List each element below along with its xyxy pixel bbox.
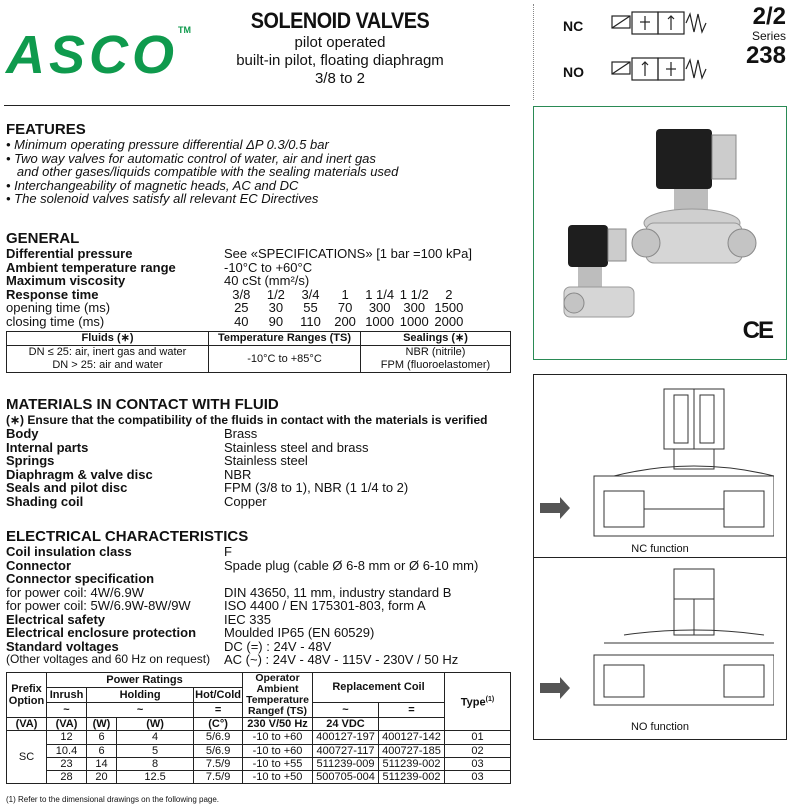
- features-section: FEATURES • Minimum operating pressure differential ΔP 0.3/0.5 bar • Two way valves for automatic control of water, air and inert gas and other gases/liquids compatible with the sealing materials used • Interchangeability of magnetic heads, AC and DC • The solenoid valves satisfy all relevant EC Directives: [6, 121, 399, 206]
- header-vertical-divider: [533, 4, 534, 100]
- power-ratings-table: Prefix Option Power Ratings Operator Ambient Temperature Rangef (TS) Replacement Coil Type$^{(1)}$ Inrush Holding Hot/Cold ~ ~ = ~ = (VA) (VA) (W) (W) (C°) 230 V/50 Hz 24 VDC SC 12 6 4 5/6.9 -10 to +60 400127-197 400127-142 01 10.4 6 5 5/6.9 -10 to +60 400727-117 400727-185 02 23 14 8 7.5/9 -10 to +55 511239-009 511239-002 03 28 20 12.5 7.5/9 -10 to +50 500705-004 511239-002 03: [6, 672, 511, 784]
- no-label: NO: [563, 64, 584, 80]
- materials-section: MATERIALS IN CONTACT WITH FLUID (∗) Ensure that the compatibility of the fluids in contact with the materials is verified Body Brass Internal parts Stainless steel and brass Springs Stainless steel Diaphragm & valve disc NBR Seals and pilot disc FPM (3/8 to 1), NBR (1 1/4 to 2) Shading coil Copper: [6, 396, 488, 509]
- no-caption: NO function: [630, 721, 690, 733]
- no-flow-arrow-icon: [534, 673, 574, 703]
- nc-flow-arrow-icon: [534, 493, 574, 523]
- series-block: 2/2 Series 238: [745, 3, 786, 69]
- general-section: GENERAL Differential pressure See «SPECIFICATIONS» [1 bar =100 kPa] Ambient temperature range -10°C to +60°C Maximum viscosity 40 cSt (mm²/s) Response time 3/8 1/2 3/4 1 1 1/4 1 1/2 2 opening time (ms) 25 30 55 70 300 300 1500 closing time (ms) 40 90 110 200 1000 1000 2000: [6, 230, 472, 329]
- header-divider: [4, 105, 510, 106]
- page-title: SOLENOID VALVES pilot operated built-in pilot, floating diaphragm 3/8 to 2: [236, 8, 444, 87]
- valve-symbols-icon: [610, 8, 720, 92]
- fluids-table: Fluids (∗) Temperature Ranges (TS) Sealings (∗) DN ≤ 25: air, inert gas and water DN > 25: air and water -10°C to +85°C NBR (nitrile) FPM (fluoroelastomer): [6, 331, 511, 373]
- drawing-divider: [534, 557, 786, 558]
- nc-drawing-icon: [574, 381, 774, 541]
- product-photo: [533, 106, 787, 360]
- electrical-section: ELECTRICAL CHARACTERISTICS Coil insulation class F Connector Spade plug (cable Ø 6-8 mm or Ø 6-10 mm) Connector specification for power coil: 4W/6.9W DIN 43650, 11 mm, industry standard B for power coil: 5W/6.9W-8W/9W ISO 4400 / EN 175301-803, form A Electrical safety IEC 335 Electrical enclosure protection Moulded IP65 (EN 60529) Standard voltages DC (=) : 24V - 48V (Other voltages and 60 Hz on request) AC (~) : 24V - 48V - 115V - 230V / 50 Hz: [6, 528, 479, 667]
- table-row: 23 14 8 7.5/9 -10 to +55 511239-009 511239-002 03: [7, 757, 511, 770]
- no-drawing-icon: [574, 565, 774, 715]
- ce-mark: CE: [742, 317, 772, 344]
- function-drawings: [533, 374, 787, 740]
- asco-logo: ASCO™: [6, 25, 192, 85]
- nc-label: NC: [563, 18, 584, 34]
- nc-caption: NC function: [631, 543, 689, 555]
- table-row: 10.4 6 5 5/6.9 -10 to +60 400727-117 400727-185 02: [7, 744, 511, 757]
- table-row: 28 20 12.5 7.5/9 -10 to +50 500705-004 511239-002 03: [7, 771, 511, 784]
- table-row: SC 12 6 4 5/6.9 -10 to +60 400127-197 400127-142 01: [7, 731, 511, 744]
- footnote: (1) Refer to the dimensional drawings on the following page.: [6, 795, 220, 804]
